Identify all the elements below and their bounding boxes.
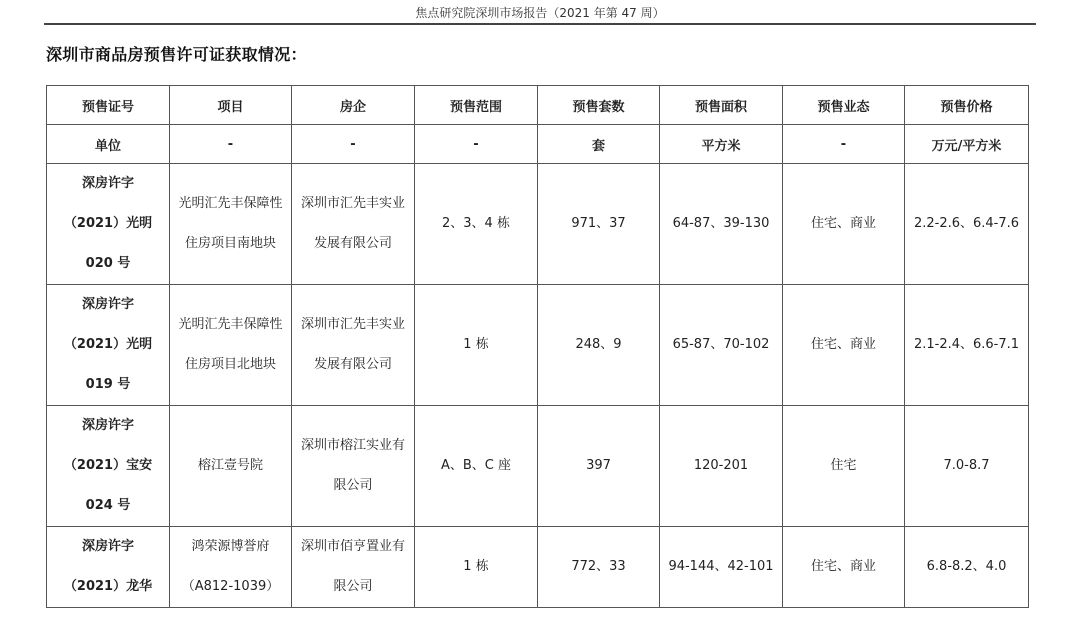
developer-line: 深圳市榕江实业有 xyxy=(300,438,405,453)
area-cell: 94-144、42-101 xyxy=(660,527,783,608)
unit-scope: - xyxy=(415,125,538,164)
permit-no-line: （2021）龙华 xyxy=(63,579,153,594)
unit-developer: - xyxy=(292,125,415,164)
project-cell xyxy=(170,164,292,285)
area-cell: 64-87、39-130 xyxy=(660,164,783,285)
column-header-developer: 房企 xyxy=(292,86,415,125)
project-line: 光明汇先丰保障性 xyxy=(178,196,283,211)
table-header-row xyxy=(47,86,1029,125)
column-header-scope: 预售范围 xyxy=(415,86,538,125)
project-line: 榕江壹号院 xyxy=(197,458,263,473)
developer-cell xyxy=(292,527,415,608)
scope-cell: 2、3、4 栋 xyxy=(415,164,538,285)
units-count-cell: 248、9 xyxy=(538,285,660,406)
column-header-area: 预售面积 xyxy=(660,86,783,125)
column-header-price: 预售价格 xyxy=(905,86,1029,125)
permit-no-cell xyxy=(47,164,170,285)
type-cell: 住宅、商业 xyxy=(783,285,905,406)
project-cell xyxy=(170,406,292,527)
header-divider xyxy=(44,23,1036,25)
units-count-cell: 397 xyxy=(538,406,660,527)
permit-no-cell xyxy=(47,406,170,527)
unit-area: 平方米 xyxy=(660,125,783,164)
permit-no-line: 深房许字 xyxy=(81,539,134,554)
table-row xyxy=(47,406,1029,527)
permit-no-line: （2021）宝安 xyxy=(63,458,153,473)
permit-no-line: 019 号 xyxy=(85,377,131,392)
table-row xyxy=(47,285,1029,406)
area-cell: 120-201 xyxy=(660,406,783,527)
column-header-permit-no: 预售证号 xyxy=(47,86,170,125)
column-header-project: 项目 xyxy=(170,86,292,125)
table-row xyxy=(47,164,1029,285)
permit-no-line: （2021）光明 xyxy=(63,216,153,231)
project-cell xyxy=(170,285,292,406)
developer-line: 深圳市汇先丰实业 xyxy=(300,196,405,211)
presale-permit-table xyxy=(46,85,1029,608)
type-cell: 住宅 xyxy=(783,406,905,527)
project-line: 鸿荣源博誉府 xyxy=(191,539,270,554)
type-cell: 住宅、商业 xyxy=(783,164,905,285)
developer-line: 深圳市汇先丰实业 xyxy=(300,317,405,332)
units-count-cell: 971、37 xyxy=(538,164,660,285)
project-line: 住房项目南地块 xyxy=(184,236,276,251)
area-cell: 65-87、70-102 xyxy=(660,285,783,406)
permit-no-line: 深房许字 xyxy=(81,176,134,191)
developer-cell xyxy=(292,406,415,527)
units-count-cell: 772、33 xyxy=(538,527,660,608)
unit-units-count: 套 xyxy=(538,125,660,164)
unit-label: 单位 xyxy=(47,125,170,164)
section-title: 深圳市商品房预售许可证获取情况： xyxy=(46,45,307,64)
developer-line: 限公司 xyxy=(333,478,373,493)
scope-cell: 1 栋 xyxy=(415,527,538,608)
type-cell: 住宅、商业 xyxy=(783,527,905,608)
permit-no-line: 024 号 xyxy=(85,498,131,513)
permit-no-cell xyxy=(47,285,170,406)
unit-row xyxy=(47,125,1029,164)
column-header-type: 预售业态 xyxy=(783,86,905,125)
developer-cell xyxy=(292,164,415,285)
project-line: 光明汇先丰保障性 xyxy=(178,317,283,332)
scope-cell: 1 栋 xyxy=(415,285,538,406)
permit-no-line: 深房许字 xyxy=(81,297,134,312)
unit-type: - xyxy=(783,125,905,164)
project-line: （A812-1039） xyxy=(181,579,280,594)
unit-project: - xyxy=(170,125,292,164)
price-cell: 6.8-8.2、4.0 xyxy=(905,527,1029,608)
developer-line: 限公司 xyxy=(333,579,373,594)
developer-line: 深圳市佰亨置业有 xyxy=(300,539,405,554)
project-line: 住房项目北地块 xyxy=(184,357,276,372)
permit-no-line: 深房许字 xyxy=(81,418,134,433)
project-cell xyxy=(170,527,292,608)
price-cell: 2.1-2.4、6.6-7.1 xyxy=(905,285,1029,406)
developer-cell xyxy=(292,285,415,406)
developer-line: 发展有限公司 xyxy=(313,357,392,372)
scope-cell: A、B、C 座 xyxy=(415,406,538,527)
column-header-units-count: 预售套数 xyxy=(538,86,660,125)
unit-price: 万元/平方米 xyxy=(905,125,1029,164)
price-cell: 7.0-8.7 xyxy=(905,406,1029,527)
table-row xyxy=(47,527,1029,608)
permit-no-cell xyxy=(47,527,170,608)
developer-line: 发展有限公司 xyxy=(313,236,392,251)
permit-no-line: 020 号 xyxy=(85,256,131,271)
report-header: 焦点研究院深圳市场报告（2021 年第 47 周） xyxy=(415,6,665,20)
price-cell: 2.2-2.6、6.4-7.6 xyxy=(905,164,1029,285)
permit-no-line: （2021）光明 xyxy=(63,337,153,352)
